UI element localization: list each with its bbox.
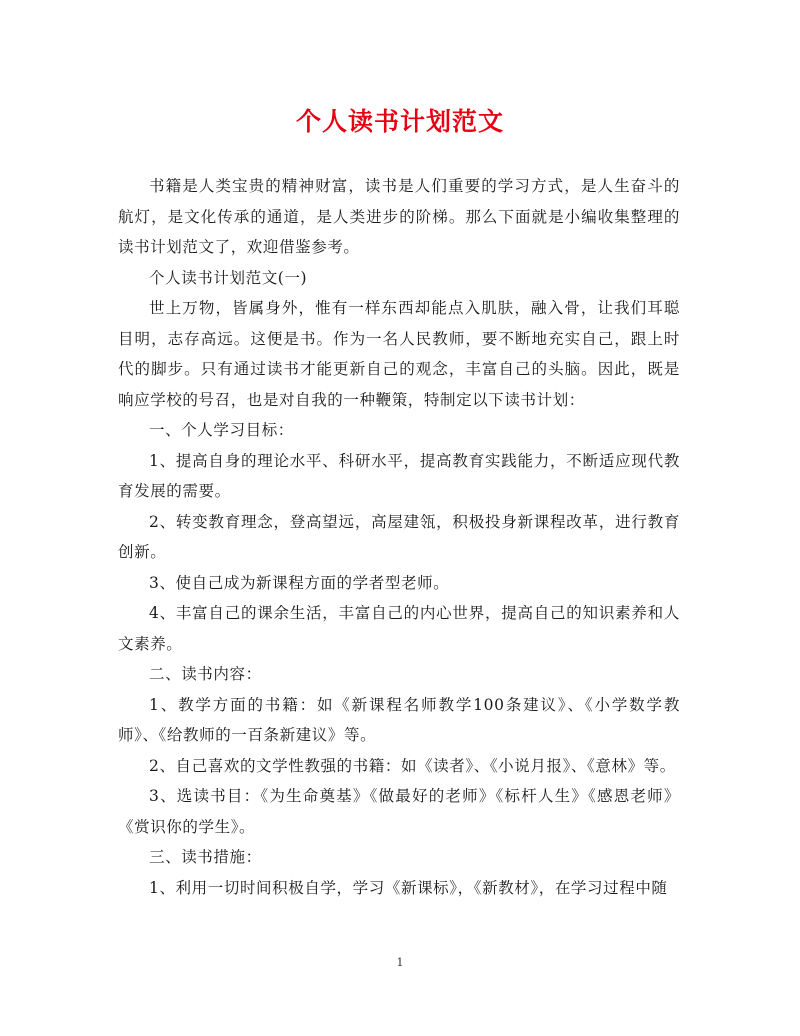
page-number: 1 (396, 956, 404, 969)
section-heading-goals: 一、个人学习目标： (149, 421, 294, 439)
list-item-content-3: 3、选读书目：《为生命奠基》《做最好的老师》《标杆人生》《感恩老师》《赏识你的学生》。 (118, 787, 680, 836)
document-body (118, 171, 680, 903)
list-item-goal-2: 2、转变教育理念，登高望远，高屋建瓴，积极投身新课程改革，进行教育创新。 (118, 512, 680, 561)
section-heading-measures: 三、读书措施： (149, 848, 262, 866)
list-item-goal-4: 4、丰富自己的课余生活，丰富自己的内心世界，提高自己的知识素养和人文素养。 (118, 604, 680, 653)
section-heading-content: 二、读书内容： (149, 665, 262, 683)
body-paragraph: 世上万物，皆属身外，惟有一样东西却能点入肌肤，融入骨，让我们耳聪目明，志存高远。这便是书。作为一名人民教师，要不断地充实自己，跟上时代的脚步。只有通过读书才能更新自己的观念，丰富自己的头脑。因此，既是响应学校的号召，也是对自我的一种鞭策，特制定以下读书计划： (118, 299, 680, 409)
list-item-measure-1: 1、利用一切时间积极自学，学习《新课标》，《新教材》，在学习过程中随 (149, 878, 668, 897)
section-heading-sample-one: 个人读书计划范文(一) (149, 268, 308, 287)
list-item-goal-3: 3、使自己成为新课程方面的学者型老师。 (149, 573, 450, 592)
intro-paragraph: 书籍是人类宝贵的精神财富，读书是人们重要的学习方式，是人生奋斗的航灯，是文化传承的通道，是人类进步的阶梯。那么下面就是小编收集整理的读书计划范文了，欢迎借鉴参考。 (118, 177, 680, 256)
document-title: 个人读书计划范文 (295, 107, 504, 136)
list-item-content-2: 2、自己喜欢的文学性教强的书籍：如《读者》、《小说月报》、《意林》等。 (149, 756, 676, 775)
list-item-content-1: 1、教学方面的书籍：如《新课程名师教学100条建议》、《小学数学教师》、《给教师的一百条新建议》等。 (118, 695, 680, 744)
list-item-goal-1: 1、提高自身的理论水平、科研水平，提高教育实践能力，不断适应现代教育发展的需要。 (118, 451, 680, 500)
